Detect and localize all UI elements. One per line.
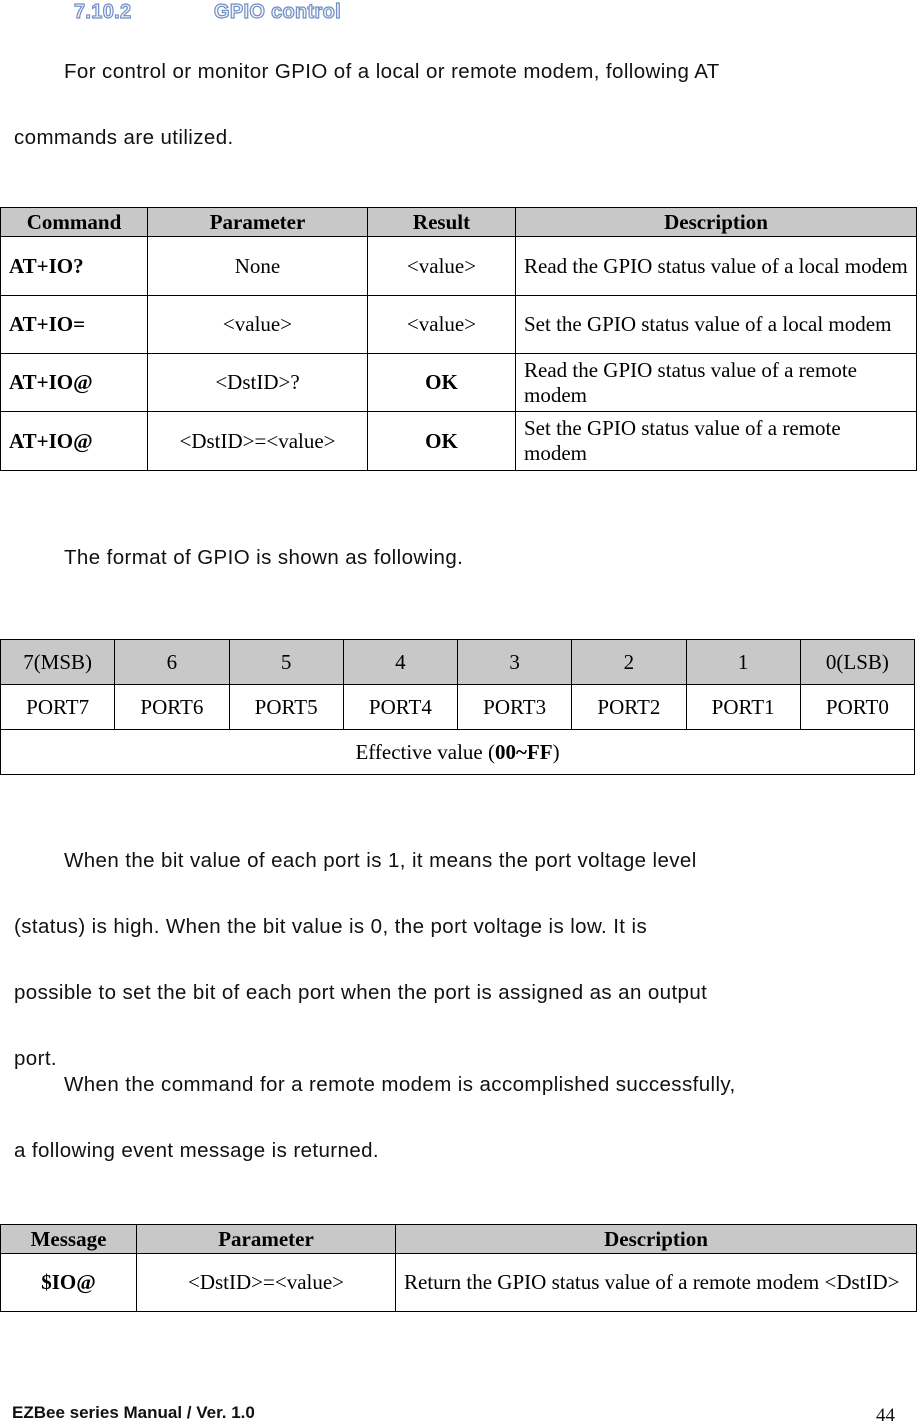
gpio-bit-table: [0, 639, 915, 775]
bit-cell: 2: [572, 640, 686, 685]
description-cell: Set the GPIO status value of a local modem: [516, 296, 917, 354]
parameter-cell: <DstID>?: [148, 354, 368, 412]
parameter-cell: <value>: [148, 296, 368, 354]
description-cell: Set the GPIO status value of a remote modem: [516, 412, 917, 471]
effective-value-row: [1, 730, 915, 775]
header-command: Command: [1, 208, 148, 237]
table-row: [1, 412, 917, 471]
header-description: Description: [396, 1225, 917, 1254]
intro-line-1: For control or monitor GPIO of a local or remote modem, following AT: [64, 60, 720, 83]
message-table: [0, 1224, 917, 1312]
header-description: Description: [516, 208, 917, 237]
effective-value-range: 00~FF: [494, 739, 553, 764]
description-cell: Read the GPIO status value of a remote modem: [516, 354, 917, 412]
table-row: [1, 237, 917, 296]
command-cell: AT+IO?: [1, 237, 148, 296]
command-cell: AT+IO@: [1, 412, 148, 471]
port-cell: PORT4: [343, 685, 457, 730]
command-cell: AT+IO=: [1, 296, 148, 354]
format-text: The format of GPIO is shown as following.: [64, 546, 464, 569]
bit-cell: 0(LSB): [800, 640, 914, 685]
commands-table: [0, 207, 917, 471]
section-number: 7.10.2: [74, 1, 132, 23]
section-heading: [74, 1, 341, 24]
parameter-cell: <DstID>=<value>: [137, 1254, 396, 1312]
description-cell: Return the GPIO status value of a remote modem <DstID>: [396, 1254, 917, 1312]
result-cell: OK: [368, 354, 516, 412]
bit-cell: 3: [458, 640, 572, 685]
port-cell: PORT3: [458, 685, 572, 730]
table-row: [1, 296, 917, 354]
effective-value-cell: [1, 730, 915, 775]
format-paragraph: [14, 525, 904, 591]
parameter-cell: <DstID>=<value>: [148, 412, 368, 471]
page-number: 44: [876, 1405, 895, 1426]
port-cell: PORT2: [572, 685, 686, 730]
footer-manual-title: EZBee series Manual / Ver. 1.0: [12, 1403, 255, 1422]
event-line-2: a following event message is returned.: [14, 1139, 380, 1162]
parameter-cell: None: [148, 237, 368, 296]
result-cell: <value>: [368, 296, 516, 354]
port-cell: PORT6: [115, 685, 229, 730]
port-cell: PORT1: [686, 685, 800, 730]
bit-line-2: (status) is high. When the bit value is 0, the port voltage is low. It is: [14, 915, 648, 938]
port-cell: PORT5: [229, 685, 343, 730]
event-paragraph: [14, 1052, 904, 1184]
table-row: [1, 354, 917, 412]
result-cell: OK: [368, 412, 516, 471]
intro-line-2: commands are utilized.: [14, 126, 234, 149]
bit-line-3: possible to set the bit of each port when the port is assigned as an output: [14, 981, 708, 1004]
bit-cell: 4: [343, 640, 457, 685]
result-cell: <value>: [368, 237, 516, 296]
bit-line-4: port.: [14, 1047, 58, 1070]
table-row: [1, 1254, 917, 1312]
description-cell: Read the GPIO status value of a local modem: [516, 237, 917, 296]
effective-value-suffix: ): [552, 739, 560, 764]
port-row: [1, 685, 915, 730]
message-cell: $IO@: [1, 1254, 137, 1312]
header-parameter: Parameter: [148, 208, 368, 237]
section-title: GPIO control: [214, 1, 341, 23]
bit-cell: 6: [115, 640, 229, 685]
header-parameter: Parameter: [137, 1225, 396, 1254]
bit-cell: 7(MSB): [1, 640, 115, 685]
port-cell: PORT7: [1, 685, 115, 730]
bit-cell: 5: [229, 640, 343, 685]
port-cell: PORT0: [800, 685, 914, 730]
bit-line-1: When the bit value of each port is 1, it means the port voltage level: [64, 849, 697, 872]
effective-value-prefix: Effective value (: [355, 739, 495, 764]
header-result: Result: [368, 208, 516, 237]
header-message: Message: [1, 1225, 137, 1254]
bit-number-row: [1, 640, 915, 685]
command-cell: AT+IO@: [1, 354, 148, 412]
intro-paragraph: [14, 39, 904, 171]
bit-cell: 1: [686, 640, 800, 685]
event-line-1: When the command for a remote modem is accomplished successfully,: [64, 1073, 736, 1096]
